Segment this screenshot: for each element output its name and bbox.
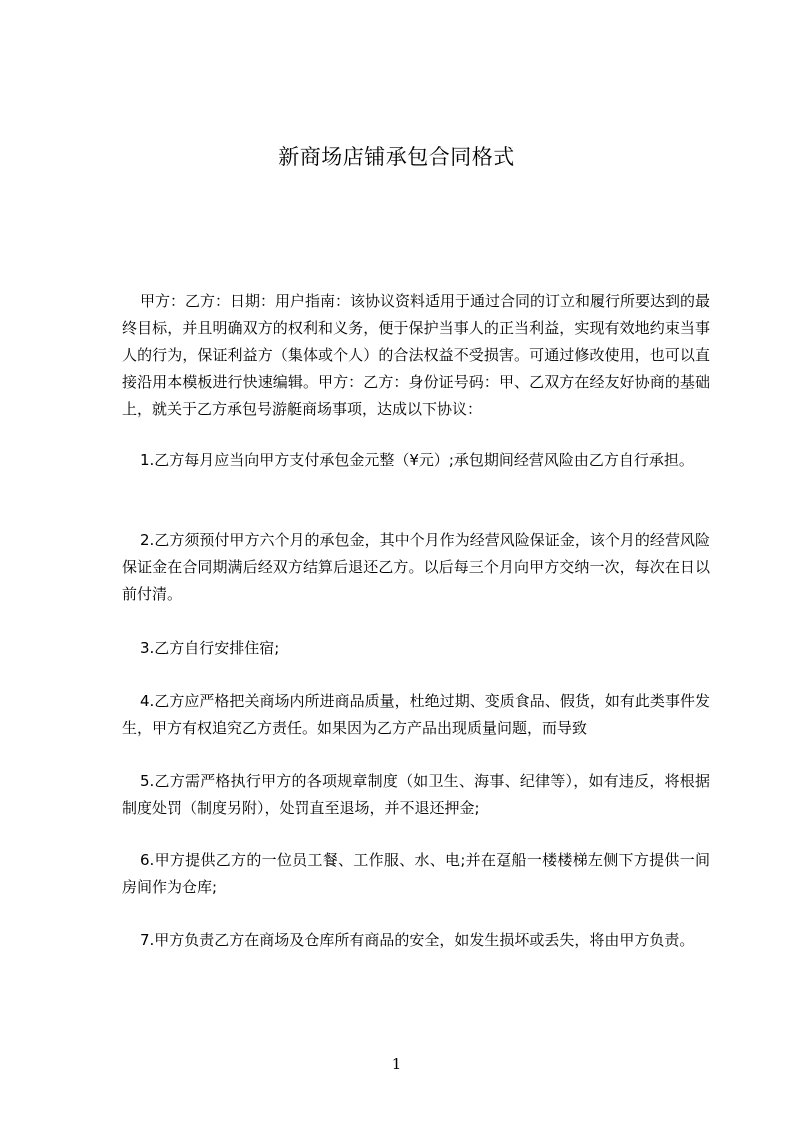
clause-7-text: 7.甲方负责乙方在商场及仓库所有商品的安全，如发生损坏或丢失，将由甲方负责。: [140, 931, 695, 949]
clause-5-text: 5.乙方需严格执行甲方的各项规章制度（如卫生、海事、纪律等），如有违反，将根据制度处罚（制度另附），处罚直至退场，并不退还押金;: [122, 772, 710, 817]
clause-5: [122, 768, 710, 822]
clause-2-text: 2.乙方须预付甲方六个月的承包金，其中个月作为经营风险保证金，该个月的经营风险保证金在合同期满后经双方结算后退还乙方。以后每三个月向甲方交纳一次，每次在日以前付清。: [122, 531, 710, 603]
document-title: 新商场店铺承包合同格式: [278, 145, 515, 169]
clause-1-text: 1.乙方每月应当向甲方支付承包金元整（¥元）;承包期间经营风险由乙方自行承担。: [140, 451, 694, 469]
clause-1: [122, 447, 710, 474]
intro-paragraph: [122, 288, 710, 423]
clause-6-text: 6.甲方提供乙方的一位员工餐、工作服、水、电;并在趸船一楼楼梯左侧下方提供一间房间作为仓库;: [122, 851, 710, 896]
clause-6: [122, 847, 710, 901]
clause-2: [122, 527, 710, 608]
clause-3-text: 3.乙方自行安排住宿;: [140, 639, 280, 657]
clause-7: [122, 927, 710, 954]
page-number: 1: [391, 1055, 402, 1073]
clause-3: [122, 635, 710, 662]
clause-4: [122, 688, 710, 742]
intro-text: 甲方：乙方：日期：用户指南：该协议资料适用于通过合同的订立和履行所要达到的最终目标，并且明确双方的权利和义务，便于保护当事人的正当利益，实现有效地约束当事人的行为，保证利益方（集体或个人）的合法权益不受损害。可通过修改使用，也可以直接沿用本模板进行快速编辑。甲方：乙方：身份证号码：甲、乙双方在经友好协商的基础上，就关于乙方承包号游艇商场事项，达成以下协议：: [122, 292, 711, 418]
clause-4-text: 4.乙方应严格把关商场内所进商品质量，杜绝过期、变质食品、假货，如有此类事件发生，甲方有权追究乙方责任。如果因为乙方产品出现质量问题，而导致: [122, 692, 710, 737]
